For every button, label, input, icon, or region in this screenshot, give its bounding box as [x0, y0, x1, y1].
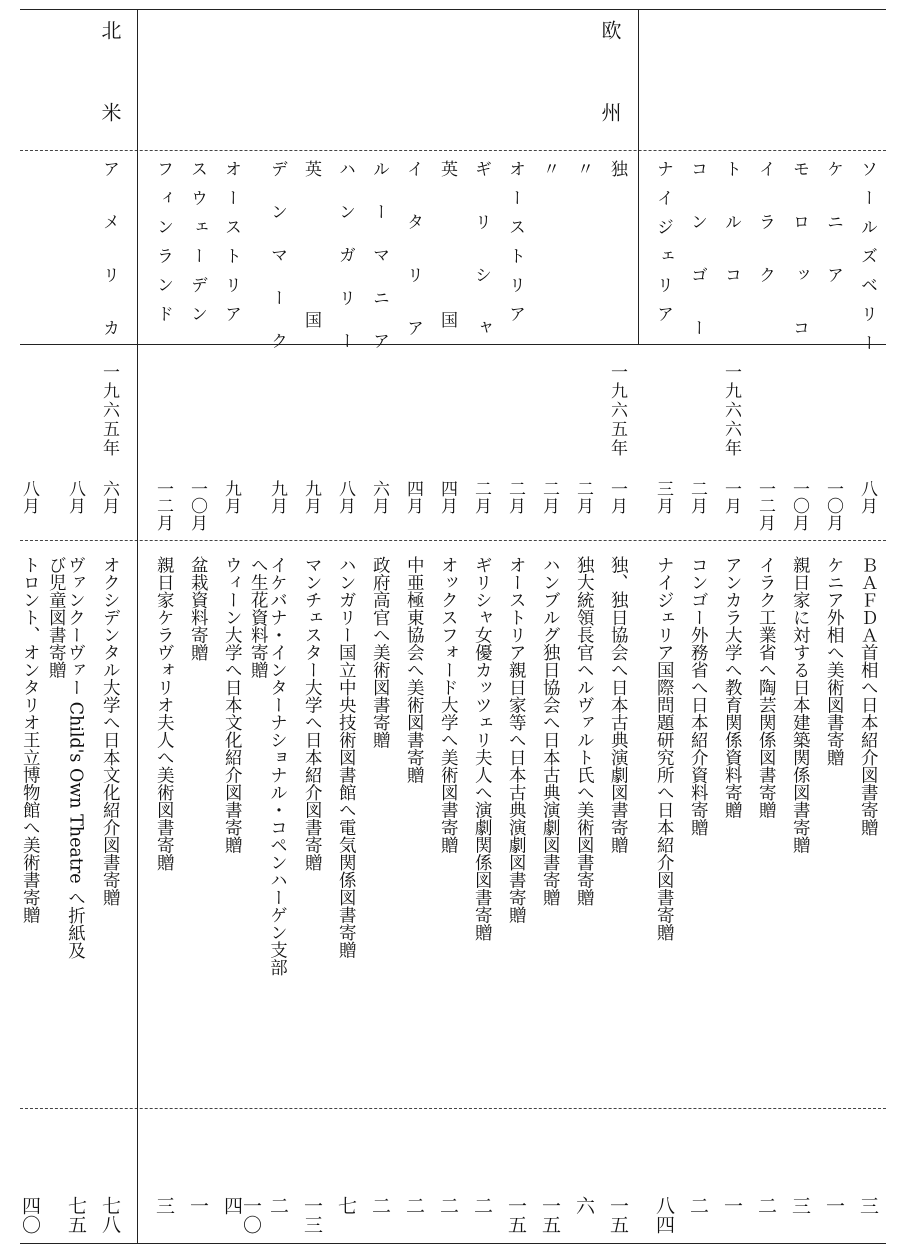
month-cell: 一二月: [153, 480, 173, 531]
count-cell: 三: [789, 1196, 811, 1215]
description-cell: 盆栽資料寄贈: [188, 556, 209, 661]
month-cell: 三月: [653, 480, 673, 514]
count-cell: 六: [573, 1196, 595, 1215]
count-cell: 一: [823, 1196, 845, 1215]
count-cell: 二: [437, 1196, 459, 1215]
description-cell: ウィーン大学へ日本文化紹介図書寄贈: [222, 556, 243, 854]
country-cell: 独: [607, 160, 627, 311]
month-cell: 四月: [437, 480, 457, 514]
count-cell: 二: [755, 1196, 777, 1215]
desc-divider-rule: [20, 1108, 886, 1109]
country-cell: コンゴー: [687, 160, 707, 372]
count-cell: 一三: [301, 1196, 323, 1234]
country-cell: イタリア: [403, 160, 423, 372]
country-cell: ケニア: [823, 160, 843, 319]
count-cell: 七八: [99, 1196, 121, 1234]
description-cell: ナイジェリア国際問題研究所へ日本紹介図書寄贈: [654, 556, 675, 941]
description-cell: ギリシャ女優カッツェリ夫人へ演劇関係図書寄贈: [472, 556, 493, 941]
count-cell: 二: [471, 1196, 493, 1215]
year-cell: 一九六五年: [99, 363, 119, 458]
country-cell: 〃: [573, 160, 593, 311]
month-cell: 二月: [505, 480, 525, 514]
count-cell: 一五: [539, 1196, 561, 1234]
country-cell: イラク: [755, 160, 775, 319]
description-cell: オックスフォード大学へ美術図書寄贈: [438, 556, 459, 854]
description-cell: マンチェスター大学へ日本紹介図書寄贈: [302, 556, 323, 871]
month-cell: 四月: [403, 480, 423, 514]
bottom-rule: [20, 1243, 886, 1244]
count-cell: 一五: [607, 1196, 629, 1234]
description-cell: ヴァンクーヴァー Child's Own Theatre へ折紙及 び児童図書寄贈: [46, 556, 86, 960]
month-cell: 一月: [607, 480, 627, 514]
country-cell: 英国: [301, 160, 321, 462]
description-cell: 中亜極東協会へ美術図書寄贈: [404, 556, 425, 784]
year-cell: 一九六六年: [721, 363, 741, 458]
country-cell: 〃: [539, 160, 559, 311]
country-cell: ギリシャ: [471, 160, 491, 372]
month-cell: 一二月: [755, 480, 775, 531]
region-divider-rule: [20, 150, 886, 151]
description-cell: 独大統領長官ヘルヴァルト氏へ美術図書寄贈: [574, 556, 595, 906]
count-cell: 三: [153, 1196, 175, 1215]
description-cell: オーストリア親日家等へ日本古典演劇図書寄贈: [506, 556, 527, 924]
description-cell: オクシデンタル大学へ日本文化紹介図書寄贈: [100, 556, 121, 906]
country-cell: ルーマニア: [369, 160, 389, 375]
description-cell: ハンブルグ独日協会へ日本古典演劇図書寄贈: [540, 556, 561, 906]
description-cell: アンカラ大学へ教育関係資料寄贈: [722, 556, 743, 819]
country-cell: ナイジェリア: [653, 160, 673, 334]
count-cell: 二: [369, 1196, 391, 1215]
description-cell: 独、独日協会へ日本古典演劇図書寄贈: [608, 556, 629, 854]
description-cell: コンゴー外務省へ日本紹介資料寄贈: [688, 556, 709, 836]
month-cell: 二月: [539, 480, 559, 514]
description-cell: トロント、オンタリオ王立博物館へ美術書寄贈: [20, 556, 41, 924]
country-cell: オーストリア: [505, 160, 525, 334]
month-cell: 一〇月: [187, 480, 207, 531]
month-cell: 九月: [221, 480, 241, 514]
country-cell: 英国: [437, 160, 457, 462]
month-cell: 九月: [267, 480, 287, 514]
month-cell: 一月: [721, 480, 741, 514]
country-cell: ソールズベリー: [857, 160, 877, 363]
year-cell: 一九六五年: [607, 363, 627, 458]
count-cell: 八四: [653, 1196, 675, 1234]
country-cell: モロッコ: [789, 160, 809, 372]
count-cell: 一: [721, 1196, 743, 1215]
month-cell: 八月: [335, 480, 355, 514]
country-cell: ハンガリー: [335, 160, 355, 375]
month-cell: 二月: [471, 480, 491, 514]
count-cell: 二: [403, 1196, 425, 1215]
month-cell: 二月: [573, 480, 593, 514]
country-cell: オーストリア: [221, 160, 241, 334]
description-cell: イケバナ・インターナショナル・コペンハーゲン支部 へ生花資料寄贈: [248, 556, 288, 976]
description-cell: 政府高官へ美術図書寄贈: [370, 556, 391, 749]
region-separator-north-america: [137, 9, 138, 1243]
date-divider-rule: [20, 540, 886, 541]
month-cell: 二月: [687, 480, 707, 514]
country-cell: フィンランド: [153, 160, 173, 334]
count-cell: 七五: [65, 1196, 87, 1234]
month-cell: 一〇月: [823, 480, 843, 531]
description-cell: 親日家に対する日本建築関係図書寄贈: [790, 556, 811, 854]
description-cell: イラク工業省へ陶芸関係図書寄贈: [756, 556, 777, 819]
month-cell: 六月: [369, 480, 389, 514]
country-cell: スウェーデン: [187, 160, 207, 334]
count-cell: 七: [335, 1196, 357, 1215]
description-cell: ハンガリー国立中央技術図書館へ電気関係図書寄贈: [336, 556, 357, 959]
description-cell: ＢＡＦＤＡ首相へ日本紹介図書寄贈: [858, 556, 879, 836]
region-label-north-america: 北米: [98, 20, 122, 184]
country-cell: デンマーク: [267, 160, 287, 375]
top-rule: [20, 9, 886, 10]
month-cell: 八月: [857, 480, 877, 514]
month-cell: 八月: [65, 480, 85, 514]
count-cell: 二: [687, 1196, 709, 1215]
region-separator-europe: [638, 9, 639, 344]
country-cell: トルコ: [721, 160, 741, 319]
count-cell: 三: [857, 1196, 879, 1215]
count-cell: 一五: [505, 1196, 527, 1234]
count-cell: 二: [267, 1196, 289, 1215]
region-label-europe: 欧州: [598, 20, 622, 184]
month-cell: 八月: [19, 480, 39, 514]
description-cell: ケニア外相へ美術図書寄贈: [824, 556, 845, 766]
month-cell: 一〇月: [789, 480, 809, 531]
country-cell: アメリカ: [99, 160, 119, 372]
month-cell: 六月: [99, 480, 119, 514]
month-cell: 九月: [301, 480, 321, 514]
count-cell: 四〇: [19, 1196, 41, 1234]
count-cell: 一〇四: [221, 1196, 262, 1234]
count-cell: 一: [187, 1196, 209, 1215]
description-cell: 親日家ケラヴォリオ夫人へ美術図書寄贈: [154, 556, 175, 871]
